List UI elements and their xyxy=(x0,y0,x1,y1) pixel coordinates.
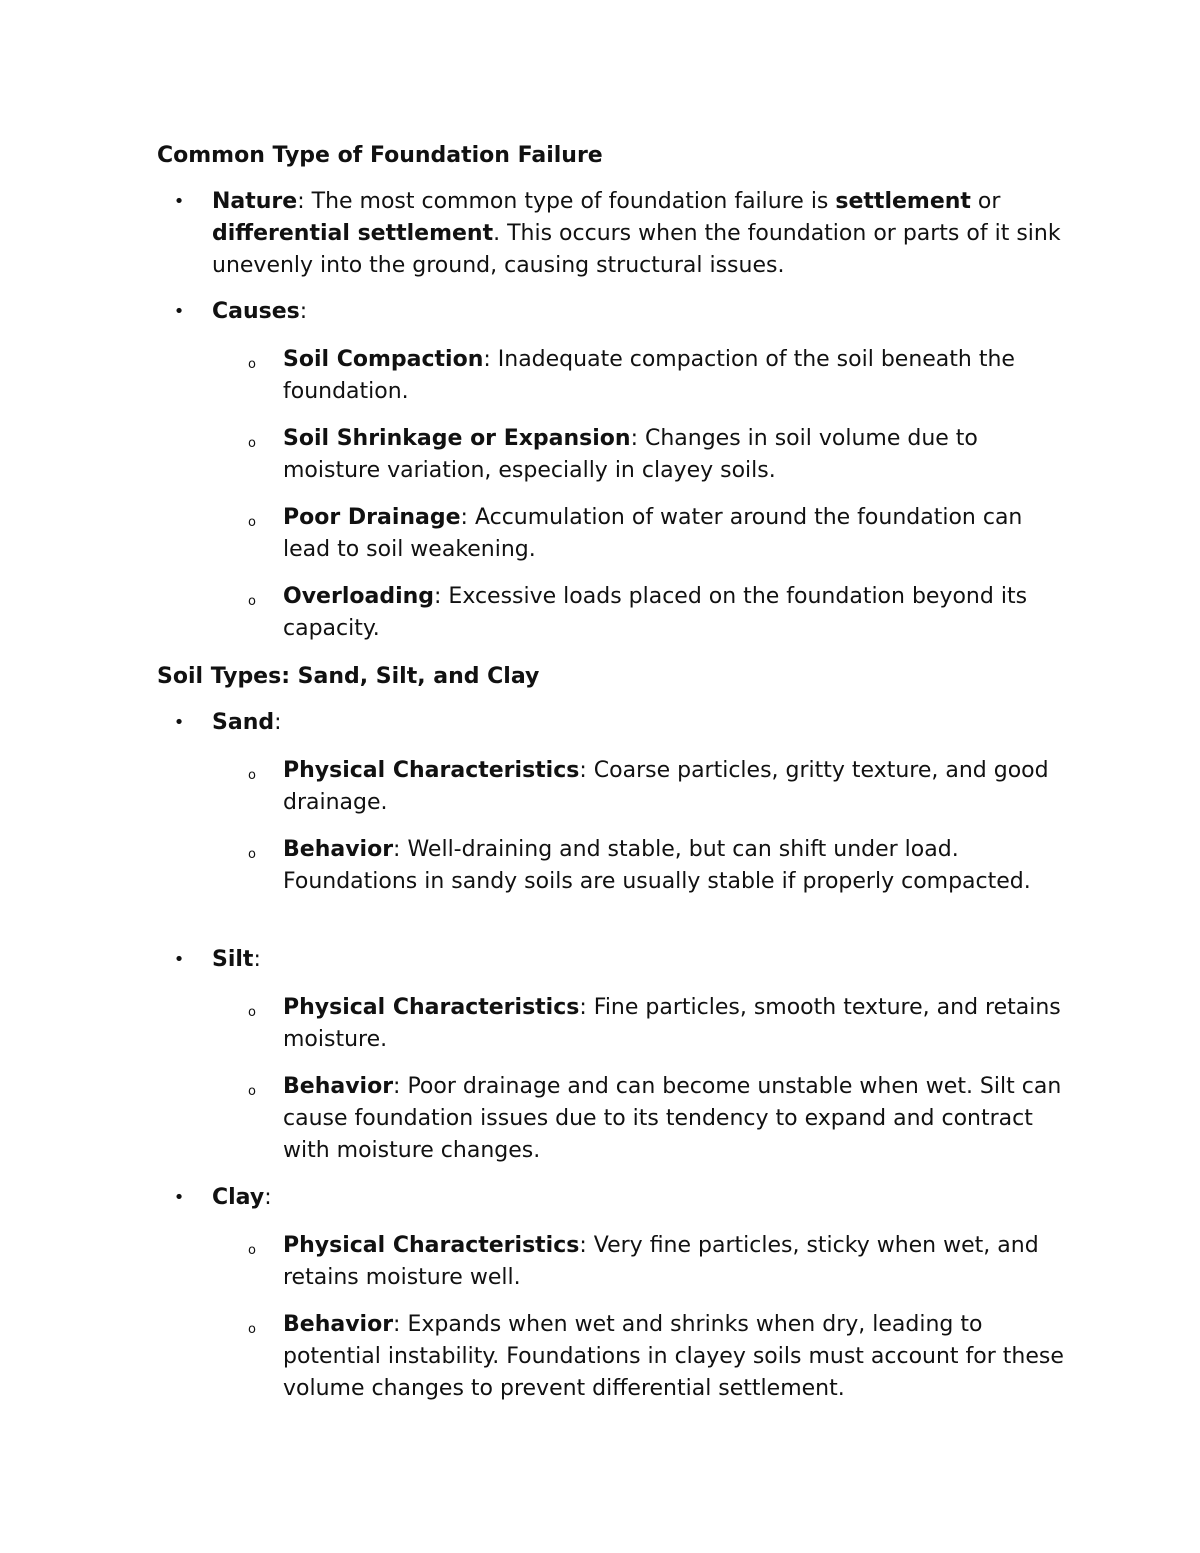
item-desc: : Well-draining and stable, but can shift under load. Foundations in sandy soils are usually stable if properly compacted. xyxy=(283,837,1031,894)
nature-text-3: . This occurs when the foundation or parts of it sink unevenly into the ground, causing structural issues. xyxy=(212,221,1061,278)
silt-colon: : xyxy=(253,947,261,972)
list-item-soil-compaction xyxy=(248,344,1073,408)
sub-bullet-icon: o xyxy=(248,515,256,530)
list-item-soil-shrinkage xyxy=(248,423,1073,487)
item-desc: : Excessive loads placed on the foundation beyond its capacity. xyxy=(283,584,1028,641)
item-term: Behavior xyxy=(283,1074,394,1099)
clay-colon: : xyxy=(264,1185,272,1210)
list-item-causes xyxy=(173,296,1082,328)
sub-bullet-icon: o xyxy=(248,1005,256,1020)
heading-soil-types: Soil Types: Sand, Silt, and Clay xyxy=(157,664,540,689)
causes-colon: : xyxy=(299,299,308,324)
list-item-poor-drainage xyxy=(248,502,1073,566)
bullet-icon: • xyxy=(173,712,185,733)
item-desc: : Coarse particles, gritty texture, and good drainage. xyxy=(283,758,1049,815)
term-differential-settlement: differential settlement xyxy=(212,221,494,246)
item-term: Physical Characteristics xyxy=(283,758,580,783)
item-desc: : Very fine particles, sticky when wet, and retains moisture well. xyxy=(283,1233,1039,1290)
term-settlement: settlement xyxy=(835,189,971,214)
sub-bullet-icon: o xyxy=(248,357,256,372)
list-item-clay-physical xyxy=(248,1230,1073,1294)
item-desc: : Fine particles, smooth texture, and retains moisture. xyxy=(283,995,1061,1052)
sub-bullet-icon: o xyxy=(248,1322,256,1337)
list-item-clay-behavior xyxy=(248,1309,1073,1405)
bullet-icon: • xyxy=(173,301,185,322)
sub-bullet-icon: o xyxy=(248,768,256,783)
item-term: Physical Characteristics xyxy=(283,1233,580,1258)
item-term: Poor Drainage xyxy=(283,505,461,530)
term-clay: Clay xyxy=(212,1185,265,1210)
term-silt: Silt xyxy=(212,947,254,972)
sub-bullet-icon: o xyxy=(248,1243,256,1258)
term-sand: Sand xyxy=(212,710,275,735)
list-item-sand-behavior xyxy=(248,834,1073,898)
bullet-icon: • xyxy=(173,191,185,212)
list-item-silt xyxy=(173,944,1082,976)
item-desc: : Accumulation of water around the foundation can lead to soil weakening. xyxy=(283,505,1023,562)
sub-bullet-icon: o xyxy=(248,594,256,609)
bullet-icon: • xyxy=(173,1187,185,1208)
item-desc: : Inadequate compaction of the soil beneath the foundation. xyxy=(283,347,1015,404)
nature-text-2: or xyxy=(970,189,1001,214)
item-desc: : Expands when wet and shrinks when dry, leading to potential instability. Foundations in clayey soils must account for these volume changes to prevent differential settlement. xyxy=(283,1312,1064,1401)
sub-bullet-icon: o xyxy=(248,1084,256,1099)
item-term: Soil Shrinkage or Expansion xyxy=(283,426,631,451)
sub-bullet-icon: o xyxy=(248,436,256,451)
list-item-overloading xyxy=(248,581,1073,645)
list-item-clay xyxy=(173,1182,1082,1214)
item-term: Physical Characteristics xyxy=(283,995,580,1020)
list-item-sand xyxy=(173,707,1082,739)
bullet-icon: • xyxy=(173,949,185,970)
term-causes: Causes xyxy=(212,299,300,324)
item-term: Behavior xyxy=(283,837,394,862)
item-desc: : Changes in soil volume due to moisture variation, especially in clayey soils. xyxy=(283,426,978,483)
term-nature: Nature xyxy=(212,189,298,214)
nature-text-1: : The most common type of foundation failure is xyxy=(297,189,836,214)
sub-bullet-icon: o xyxy=(248,847,256,862)
list-item-sand-physical xyxy=(248,755,1073,819)
item-term: Overloading xyxy=(283,584,435,609)
heading-foundation-failure: Common Type of Foundation Failure xyxy=(157,143,603,168)
item-term: Soil Compaction xyxy=(283,347,484,372)
list-item-silt-behavior xyxy=(248,1071,1073,1167)
item-desc: : Poor drainage and can become unstable when wet. Silt can cause foundation issues due to its tendency to expand and contract with moisture changes. xyxy=(283,1074,1062,1163)
item-term: Behavior xyxy=(283,1312,394,1337)
sand-colon: : xyxy=(274,710,282,735)
list-item-silt-physical xyxy=(248,992,1073,1056)
list-item-nature xyxy=(173,186,1082,282)
